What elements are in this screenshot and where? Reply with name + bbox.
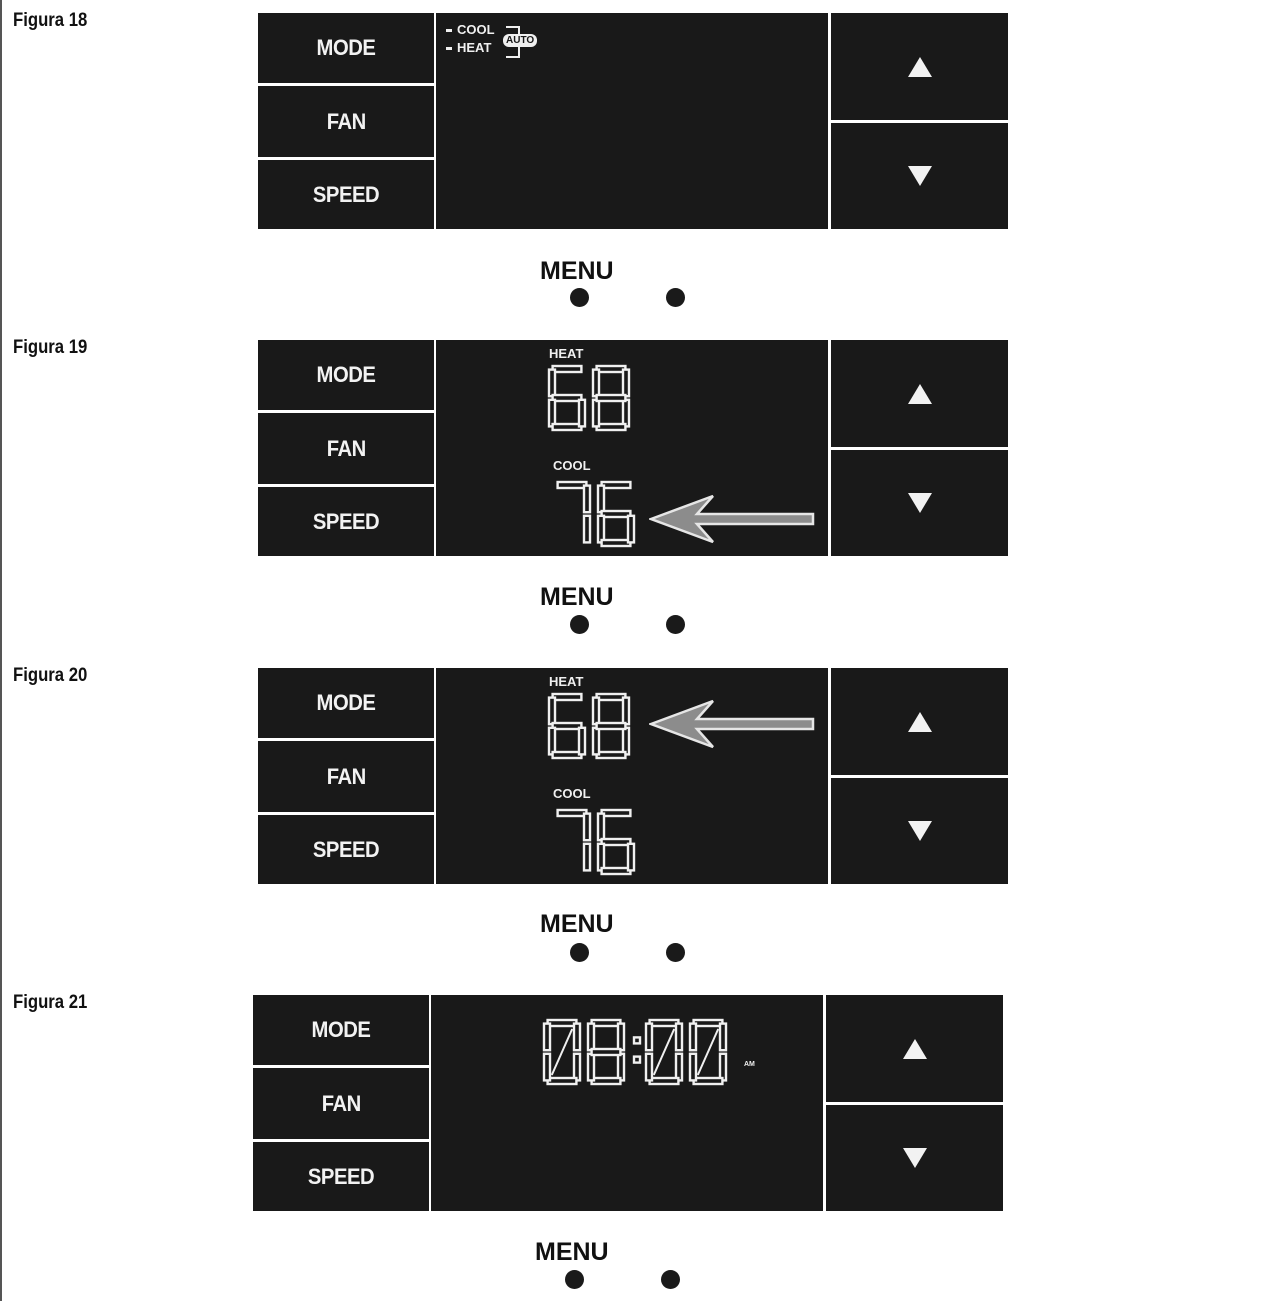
- lcd-segment: [602, 810, 631, 816]
- up-button[interactable]: [831, 13, 1008, 120]
- lcd-segment: [558, 482, 587, 488]
- figure-label: Figura 20: [13, 665, 88, 686]
- menu-dot-left[interactable]: [570, 288, 589, 307]
- heat-mode-label: HEAT: [457, 40, 492, 55]
- menu-dot-left[interactable]: [570, 615, 589, 634]
- down-button[interactable]: [831, 123, 1008, 229]
- lcd-segment: [618, 1054, 624, 1081]
- lcd-segment: [549, 698, 555, 725]
- colon-dot: [634, 1037, 640, 1043]
- fan-button-label: FAN: [326, 108, 366, 134]
- up-button[interactable]: [826, 995, 1003, 1102]
- triangle-down-icon: [908, 166, 932, 186]
- figure-label: Figura 18: [13, 10, 88, 31]
- lcd-segment: [592, 1049, 621, 1055]
- lcd-segment: [623, 400, 629, 427]
- thermostat-panel: [258, 13, 1008, 229]
- lcd-digit: [558, 482, 590, 542]
- lcd-digit: [690, 1020, 726, 1084]
- lcd-segment: [598, 844, 604, 871]
- lcd-segment: [549, 728, 555, 755]
- menu-label: MENU: [540, 910, 614, 938]
- lcd-segment: [593, 698, 599, 725]
- zero-slash: [552, 1029, 572, 1075]
- lcd-segment: [588, 1054, 594, 1081]
- lcd-digit: [598, 810, 634, 874]
- figure-label: Figura 21: [13, 992, 88, 1013]
- lcd-segment: [597, 424, 626, 430]
- lcd-segment: [650, 1020, 679, 1026]
- lcd-display: [431, 995, 823, 1211]
- lcd-segment: [602, 482, 631, 488]
- page-left-border: [0, 0, 2, 1301]
- lcd-digit: [544, 1020, 580, 1084]
- lcd-segment: [558, 810, 587, 816]
- figure-label: Figura 19: [13, 337, 88, 358]
- menu-label: MENU: [540, 257, 614, 285]
- fan-button[interactable]: [258, 741, 434, 812]
- speed-button[interactable]: [253, 1142, 429, 1211]
- menu-label: MENU: [540, 583, 614, 611]
- lcd-segment: [676, 1054, 682, 1081]
- lcd-segment: [574, 1024, 580, 1051]
- triangle-down-icon: [908, 493, 932, 513]
- lcd-segment: [690, 1054, 696, 1081]
- lcd-segment: [623, 370, 629, 397]
- triangle-up-icon: [903, 1039, 927, 1059]
- lcd-segment: [628, 516, 634, 543]
- lcd-segment: [593, 728, 599, 755]
- mode-button-label: MODE: [311, 1017, 371, 1042]
- auto-badge: AUTO: [503, 34, 537, 47]
- lcd-segment: [602, 511, 631, 517]
- triangle-up-icon: [908, 384, 932, 404]
- lcd-segment: [574, 1054, 580, 1081]
- fan-button-label: FAN: [321, 1090, 361, 1116]
- cool-setpoint-value: [552, 808, 637, 876]
- lcd-segment: [553, 752, 582, 758]
- heat-setpoint-value: [547, 692, 632, 760]
- lcd-display: [436, 340, 828, 556]
- lcd-segment: [694, 1020, 723, 1026]
- lcd-segment: [602, 839, 631, 845]
- down-button[interactable]: [826, 1105, 1003, 1211]
- mode-button-label: MODE: [316, 35, 376, 60]
- lcd-segment: [623, 698, 629, 725]
- down-button[interactable]: [831, 778, 1008, 884]
- am-indicator: AM: [744, 1061, 755, 1068]
- menu-dot-left[interactable]: [570, 943, 589, 962]
- triangle-down-icon: [903, 1148, 927, 1168]
- lcd-segment: [597, 694, 626, 700]
- lcd-digit: [558, 810, 590, 870]
- lcd-digit: [598, 482, 634, 546]
- lcd-segment: [598, 814, 604, 841]
- lcd-segment: [598, 516, 604, 543]
- cool-setpoint-label: COOL: [553, 458, 591, 473]
- menu-dot-right[interactable]: [666, 288, 685, 307]
- mode-button[interactable]: [253, 995, 429, 1065]
- lcd-segment: [628, 844, 634, 871]
- lcd-segment: [593, 400, 599, 427]
- zero-slash: [698, 1029, 718, 1075]
- lcd-segment: [592, 1020, 621, 1026]
- lcd-segment: [597, 752, 626, 758]
- lcd-segment: [597, 723, 626, 729]
- heat-setpoint-label: HEAT: [549, 346, 584, 361]
- lcd-segment: [584, 844, 590, 871]
- lcd-digit: [588, 1020, 624, 1084]
- lcd-segment: [598, 486, 604, 513]
- lcd-segment: [602, 868, 631, 874]
- lcd-segment: [544, 1024, 550, 1051]
- lcd-segment: [549, 370, 555, 397]
- up-button[interactable]: [831, 340, 1008, 447]
- heat-indicator-dash: [446, 47, 452, 50]
- lcd-segment: [720, 1024, 726, 1051]
- lcd-segment: [618, 1024, 624, 1051]
- cool-mode-label: COOL: [457, 22, 495, 37]
- speed-button-label: SPEED: [312, 836, 380, 862]
- lcd-segment: [544, 1054, 550, 1081]
- lcd-digit: [549, 694, 585, 758]
- heat-setpoint-value: [547, 364, 632, 432]
- lcd-segment: [579, 728, 585, 755]
- lcd-segment: [646, 1054, 652, 1081]
- speed-button-label: SPEED: [312, 508, 380, 534]
- fan-button[interactable]: [253, 1068, 429, 1139]
- lcd-segment: [602, 540, 631, 546]
- up-button[interactable]: [831, 668, 1008, 775]
- heat-setpoint-label: HEAT: [549, 674, 584, 689]
- lcd-segment: [584, 814, 590, 841]
- clock-time-value: [542, 1018, 742, 1086]
- left-arrow-icon: [649, 698, 815, 750]
- left-arrow-icon: [649, 493, 815, 545]
- lcd-segment: [694, 1078, 723, 1084]
- mode-button[interactable]: [258, 668, 434, 738]
- lcd-segment: [553, 723, 582, 729]
- cool-indicator-dash: [446, 29, 452, 32]
- lcd-segment: [584, 516, 590, 543]
- speed-button-label: SPEED: [307, 1163, 375, 1189]
- menu-label: MENU: [535, 1238, 609, 1266]
- lcd-segment: [597, 366, 626, 372]
- lcd-segment: [548, 1078, 577, 1084]
- speed-button[interactable]: [258, 487, 434, 556]
- lcd-segment: [650, 1078, 679, 1084]
- thermostat-panel: [258, 668, 1008, 884]
- speed-button[interactable]: [258, 160, 434, 229]
- lcd-segment: [553, 694, 582, 700]
- menu-dot-right[interactable]: [666, 943, 685, 962]
- lcd-segment: [553, 366, 582, 372]
- lcd-segment: [593, 370, 599, 397]
- menu-dot-left[interactable]: [565, 1270, 584, 1289]
- lcd-segment: [646, 1024, 652, 1051]
- lcd-segment: [597, 395, 626, 401]
- fan-button-label: FAN: [326, 435, 366, 461]
- lcd-segment: [592, 1078, 621, 1084]
- thermostat-panel: [253, 995, 1003, 1211]
- triangle-down-icon: [908, 821, 932, 841]
- lcd-digit: [593, 366, 629, 430]
- lcd-segment: [676, 1024, 682, 1051]
- lcd-display: [436, 13, 828, 229]
- lcd-segment: [623, 728, 629, 755]
- fan-button[interactable]: [258, 413, 434, 484]
- colon-dot: [634, 1057, 640, 1063]
- thermostat-panel: [258, 340, 1008, 556]
- lcd-segment: [579, 400, 585, 427]
- lcd-segment: [720, 1054, 726, 1081]
- lcd-segment: [588, 1024, 594, 1051]
- cool-setpoint-value: [552, 480, 637, 548]
- mode-button[interactable]: [258, 340, 434, 410]
- speed-button[interactable]: [258, 815, 434, 884]
- lcd-segment: [553, 424, 582, 430]
- lcd-digit: [646, 1020, 682, 1084]
- triangle-up-icon: [908, 712, 932, 732]
- down-button[interactable]: [831, 450, 1008, 556]
- fan-button[interactable]: [258, 86, 434, 157]
- zero-slash: [654, 1029, 674, 1075]
- lcd-segment: [549, 400, 555, 427]
- fan-button-label: FAN: [326, 763, 366, 789]
- menu-dot-right[interactable]: [661, 1270, 680, 1289]
- lcd-segment: [548, 1020, 577, 1026]
- speed-button-label: SPEED: [312, 181, 380, 207]
- lcd-segment: [690, 1024, 696, 1051]
- mode-button-label: MODE: [316, 362, 376, 387]
- lcd-digit: [593, 694, 629, 758]
- mode-button[interactable]: [258, 13, 434, 83]
- lcd-segment: [584, 486, 590, 513]
- lcd-display: [436, 668, 828, 884]
- lcd-digit: [549, 366, 585, 430]
- triangle-up-icon: [908, 57, 932, 77]
- mode-button-label: MODE: [316, 690, 376, 715]
- cool-setpoint-label: COOL: [553, 786, 591, 801]
- menu-dot-right[interactable]: [666, 615, 685, 634]
- lcd-segment: [553, 395, 582, 401]
